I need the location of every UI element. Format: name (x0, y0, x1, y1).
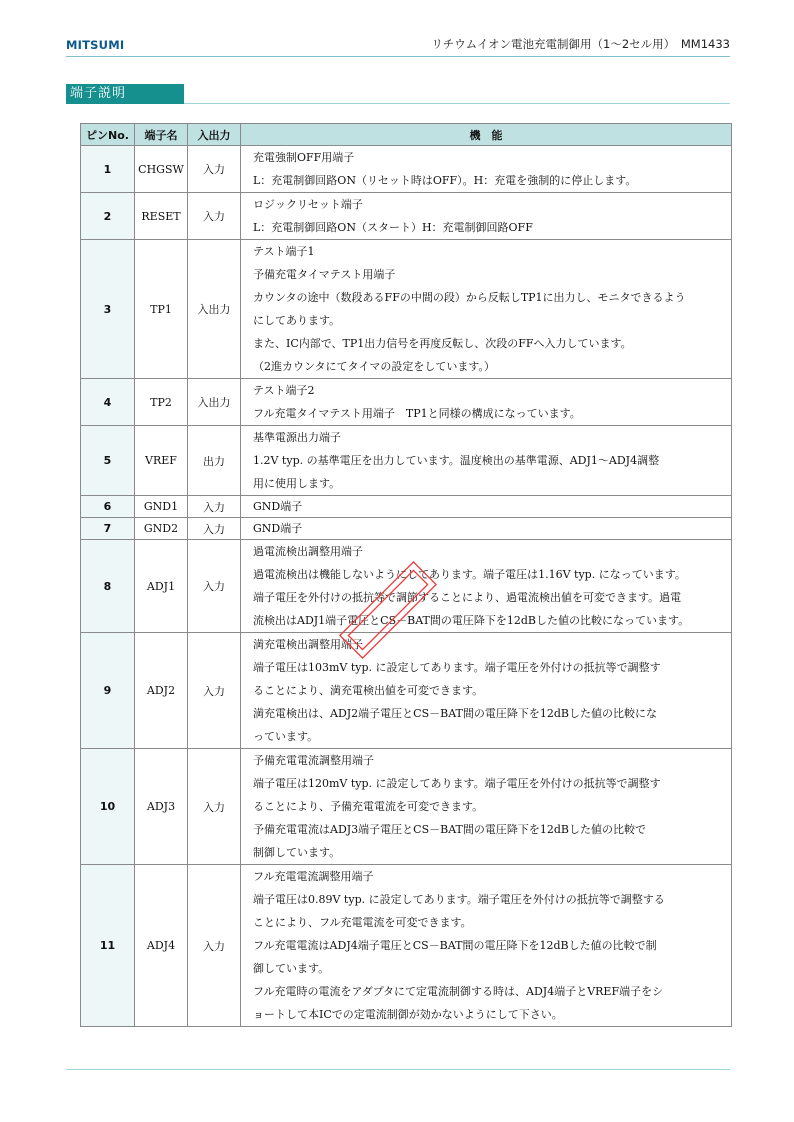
pin-name-cell: ADJ2 (135, 633, 188, 749)
pin-io-cell: 入出力 (188, 240, 241, 379)
function-text-line: ることにより、予備充電電流を可変できます。 (253, 800, 484, 813)
pin-function-cell (241, 146, 732, 193)
pin-name-cell: RESET (135, 193, 188, 240)
function-text-line: にしてあります。 (253, 314, 341, 327)
function-text-line: 満充電検出は、ADJ2端子電圧とCS－BAT間の電圧降下を12dBした値の比較にな (253, 707, 658, 720)
pin-io-cell: 入力 (188, 540, 241, 633)
pin-function-cell (241, 518, 732, 540)
function-text-line: 予備充電電流調整用端子 (253, 754, 374, 767)
pin-description-table (80, 123, 732, 1027)
column-header-pin-name: 端子名 (135, 124, 188, 146)
function-text-line: 端子電圧は103mV typ. に設定してあります。端子電圧を外付けの抵抗等で調整す (253, 661, 661, 674)
function-text-line: フル充電タイマテスト用端子 TP1と同様の構成になっています。 (253, 407, 581, 420)
pin-function-cell (241, 633, 732, 749)
pin-function-cell (241, 193, 732, 240)
footer-divider (66, 1069, 730, 1070)
pin-io-cell: 入出力 (188, 379, 241, 426)
pin-function-cell (241, 426, 732, 496)
pin-name-cell: ADJ4 (135, 865, 188, 1027)
pin-name-cell: GND1 (135, 496, 188, 518)
pin-io-cell: 入力 (188, 146, 241, 193)
pin-io-cell: 入力 (188, 518, 241, 540)
column-header-pin-no: ピンNo. (81, 124, 135, 146)
pin-name-cell: VREF (135, 426, 188, 496)
table-row (81, 193, 732, 240)
pin-number-cell: 1 (81, 146, 135, 193)
table-row (81, 426, 732, 496)
table-row (81, 749, 732, 865)
function-text-line: 過電流検出は機能しないようにしてあります。端子電圧は1.16V typ. になっています。 (253, 568, 686, 581)
pin-io-cell: 入力 (188, 633, 241, 749)
table-row (81, 633, 732, 749)
table-row (81, 540, 732, 633)
function-text-line: フル充電時の電流をアダプタにて定電流制御する時は、ADJ4端子とVREF端子をシ (253, 985, 664, 998)
function-text-line: 過電流検出調整用端子 (253, 545, 363, 558)
pin-io-cell: 入力 (188, 193, 241, 240)
function-text-line: 御しています。 (253, 962, 330, 975)
function-text-line: テスト端子1 (253, 245, 315, 258)
pin-function-cell (241, 240, 732, 379)
function-text-line: 基準電源出力端子 (253, 431, 341, 444)
function-text-line: 満充電検出調整用端子 (253, 638, 363, 651)
function-text-line: ることにより、満充電検出値を可変できます。 (253, 684, 484, 697)
function-text-line: 流検出はADJ1端子電圧とCS－BAT間の電圧降下を12dBした値の比較になっています。 (253, 614, 690, 627)
pin-number-cell: 8 (81, 540, 135, 633)
function-text-line: （2進カウンタにてタイマの設定をしています。） (253, 360, 495, 373)
table-row (81, 240, 732, 379)
table-header-row (81, 124, 732, 146)
pin-name-cell: GND2 (135, 518, 188, 540)
pin-name-cell: TP2 (135, 379, 188, 426)
document-title: リチウムイオン電池充電制御用（1～2セル用） MM1433 (431, 37, 730, 51)
function-text-line: 予備充電タイマテスト用端子 (253, 268, 396, 281)
pin-number-cell: 11 (81, 865, 135, 1027)
function-text-line: 1.2V typ. の基準電圧を出力しています。温度検出の基準電源、ADJ1～ADJ4調整 (253, 454, 660, 467)
column-header-function: 機 能 (241, 124, 732, 146)
page-header (66, 34, 730, 56)
pin-number-cell: 2 (81, 193, 135, 240)
pin-io-cell: 出力 (188, 426, 241, 496)
pin-function-cell (241, 540, 732, 633)
function-text-line: ョートして本ICでの定電流制御が効かないようにして下さい。 (253, 1008, 563, 1021)
column-header-io: 入出力 (188, 124, 241, 146)
function-text-line: カウンタの途中（数段あるFFの中間の段）から反転しTP1に出力し、モニタできるよう (253, 291, 686, 304)
function-text-line: 予備充電電流はADJ3端子電圧とCS－BAT間の電圧降下を12dBした値の比較で (253, 823, 647, 836)
header-divider (66, 56, 730, 57)
table-row (81, 146, 732, 193)
pin-function-cell (241, 749, 732, 865)
function-text-line: GND端子 (253, 500, 303, 513)
section-divider (184, 103, 730, 104)
function-text-line: 端子電圧は120mV typ. に設定してあります。端子電圧を外付けの抵抗等で調整す (253, 777, 661, 790)
pin-number-cell: 4 (81, 379, 135, 426)
function-text-line: フル充電電流はADJ4端子電圧とCS－BAT間の電圧降下を12dBした値の比較で制 (253, 939, 657, 952)
function-text-line: 用に使用します。 (253, 477, 341, 490)
function-text-line: テスト端子2 (253, 384, 315, 397)
pin-name-cell: CHGSW (135, 146, 188, 193)
pin-number-cell: 3 (81, 240, 135, 379)
table-row (81, 379, 732, 426)
pin-number-cell: 7 (81, 518, 135, 540)
function-text-line: 端子電圧を外付けの抵抗等で調節することにより、過電流検出値を可変できます。過電 (253, 591, 682, 604)
function-text-line: L：充電制御回路ON（スタート）H：充電制御回路OFF (253, 221, 533, 234)
company-logo: MITSUMI (66, 38, 125, 52)
function-text-line: L：充電制御回路ON（リセット時はOFF）。H：充電を強制的に停止します。 (253, 174, 637, 187)
function-text-line: GND端子 (253, 522, 303, 535)
table-row (81, 496, 732, 518)
table-row (81, 518, 732, 540)
function-text-line: 端子電圧は0.89V typ. に設定してあります。端子電圧を外付けの抵抗等で調整する (253, 893, 665, 906)
pin-function-cell (241, 379, 732, 426)
function-text-line: ことにより、フル充電電流を可変できます。 (253, 916, 472, 929)
pin-io-cell: 入力 (188, 865, 241, 1027)
pin-io-cell: 入力 (188, 496, 241, 518)
table-row (81, 865, 732, 1027)
function-text-line: 制御しています。 (253, 846, 341, 859)
pin-io-cell: 入力 (188, 749, 241, 865)
function-text-line: 充電強制OFF用端子 (253, 151, 355, 164)
function-text-line: ロジックリセット端子 (253, 198, 363, 211)
function-text-line: フル充電電流調整用端子 (253, 870, 374, 883)
pin-function-cell (241, 865, 732, 1027)
pin-name-cell: TP1 (135, 240, 188, 379)
pin-name-cell: ADJ1 (135, 540, 188, 633)
pin-number-cell: 5 (81, 426, 135, 496)
function-text-line: また、IC内部で、TP1出力信号を再度反転し、次段のFFへ入力しています。 (253, 337, 632, 350)
pin-number-cell: 6 (81, 496, 135, 518)
function-text-line: っています。 (253, 730, 319, 743)
pin-function-cell (241, 496, 732, 518)
section-heading: 端子説明 (66, 84, 184, 104)
pin-number-cell: 9 (81, 633, 135, 749)
pin-number-cell: 10 (81, 749, 135, 865)
pin-name-cell: ADJ3 (135, 749, 188, 865)
